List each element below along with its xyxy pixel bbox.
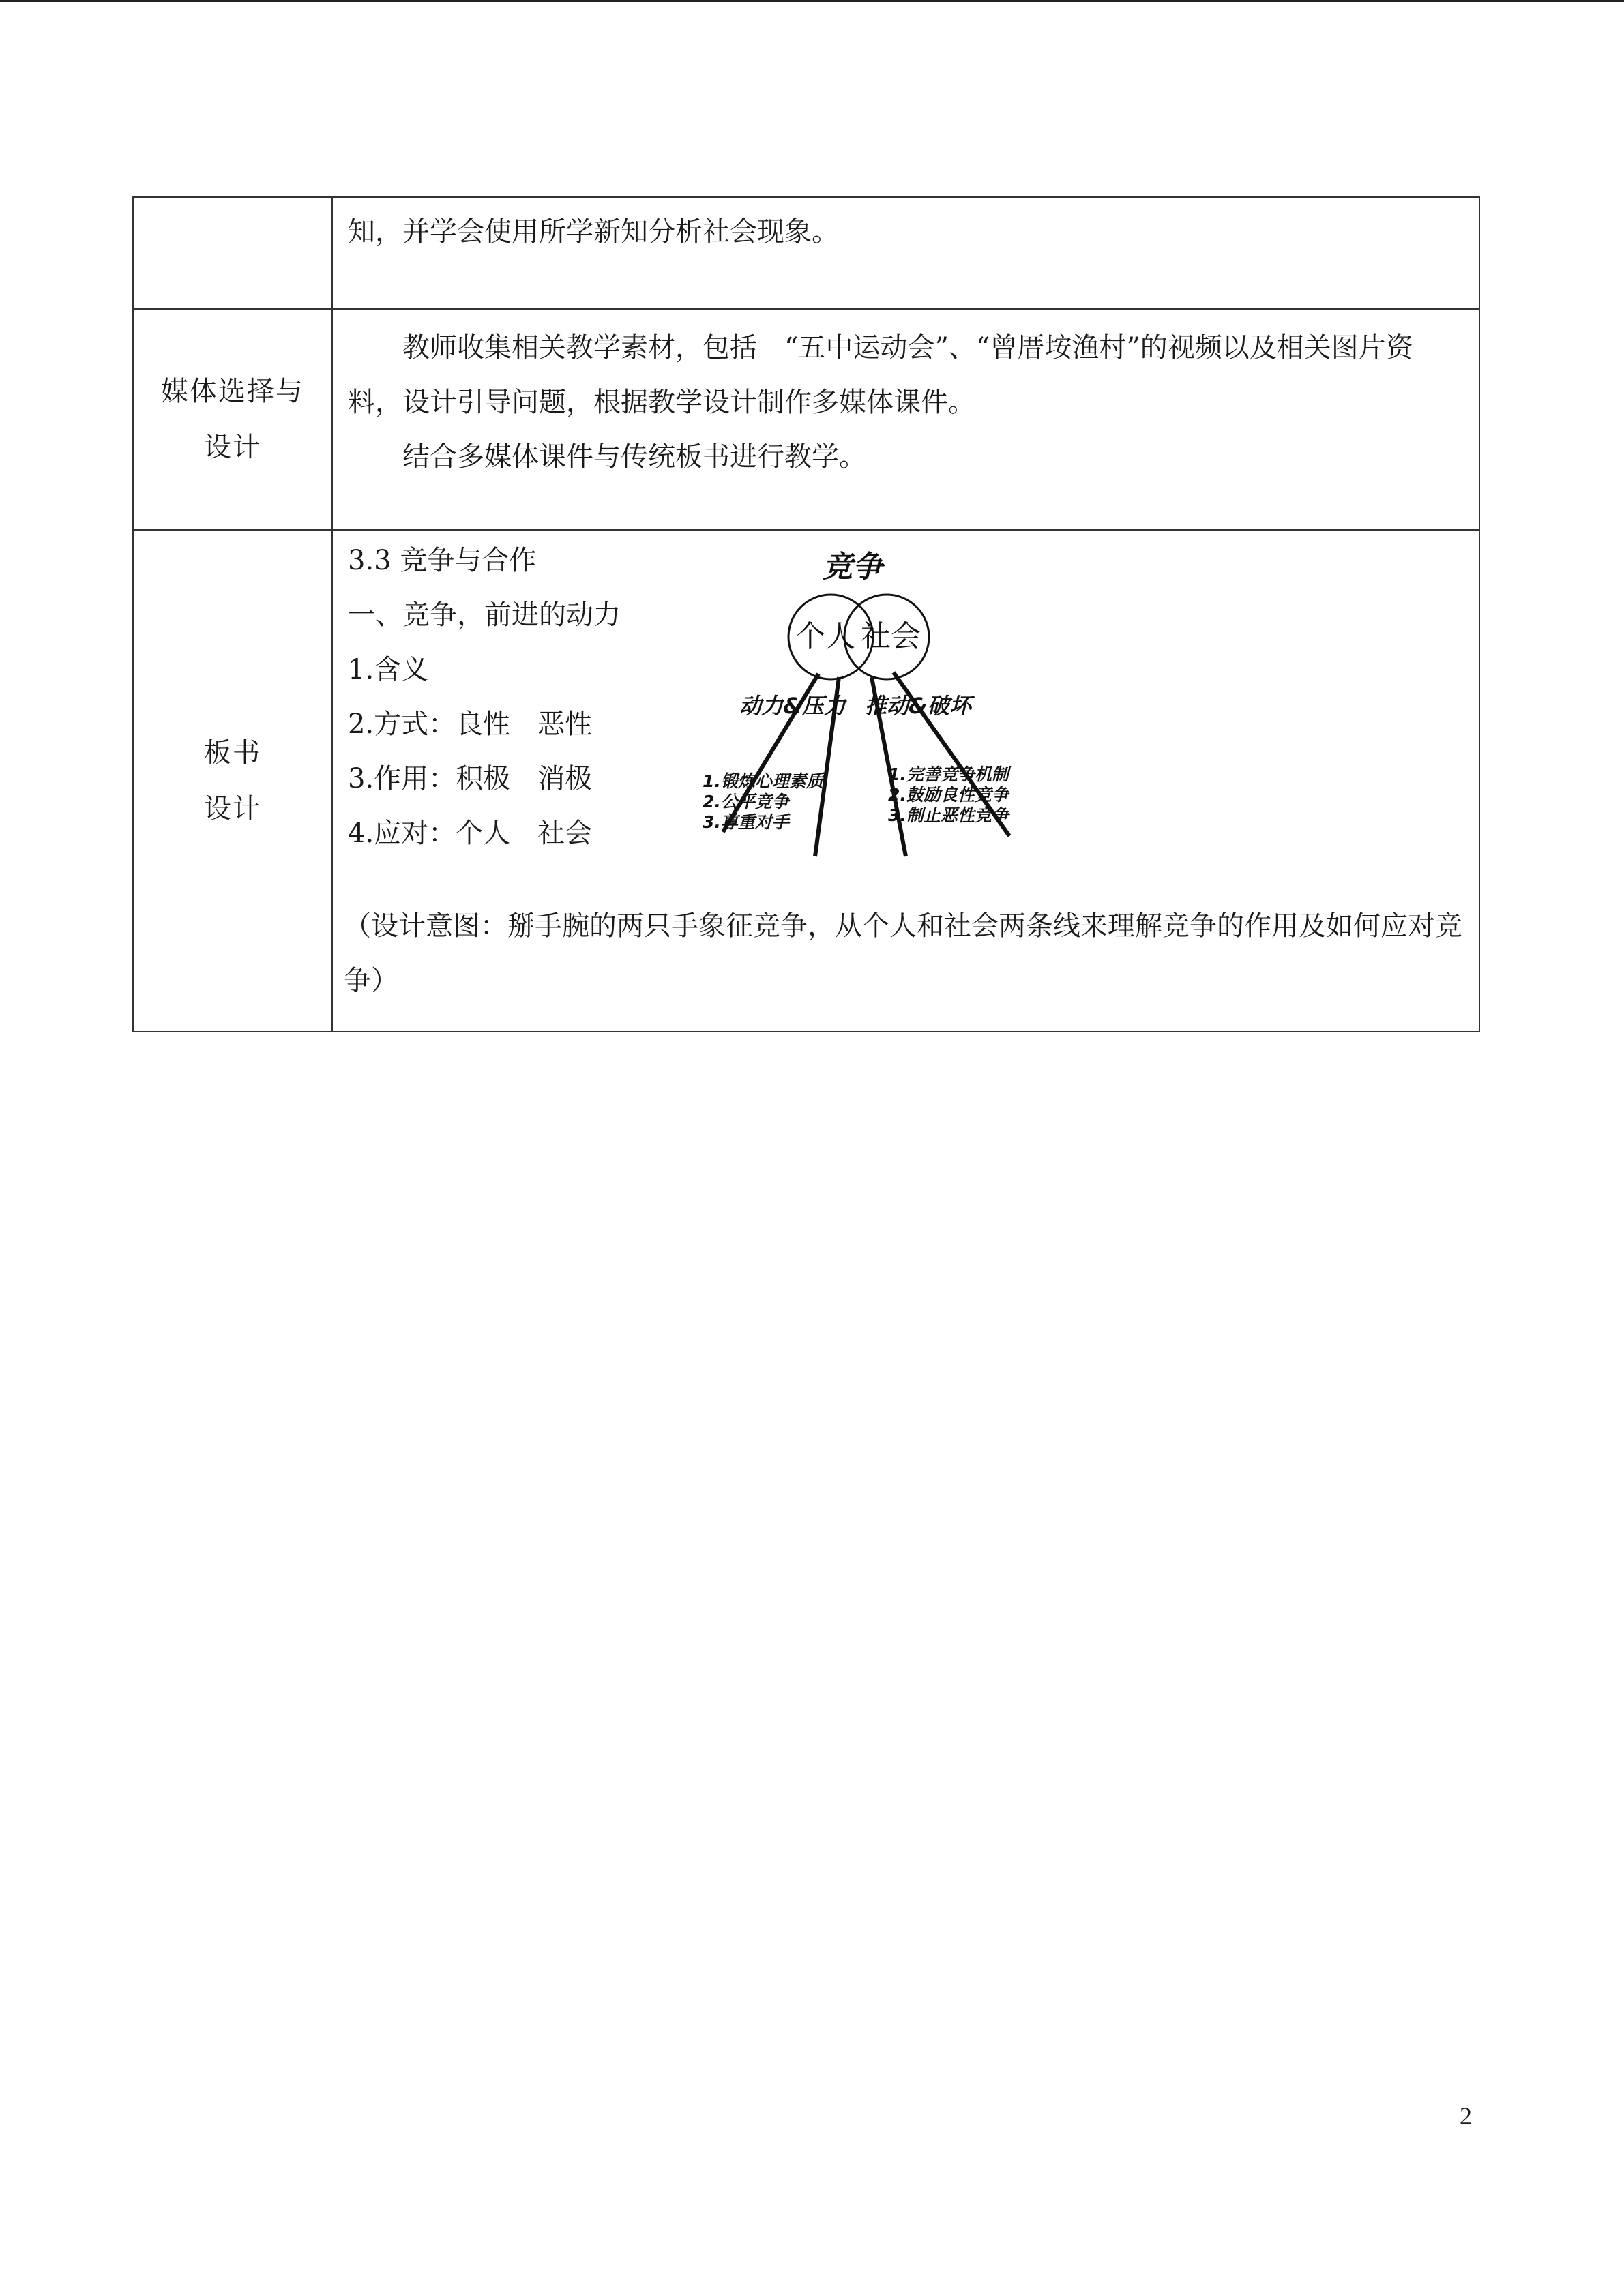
left-point: 3.尊重对手: [703, 812, 789, 832]
right-point: 2.鼓励良性竞争: [888, 785, 1009, 805]
branch-label-left: 动力&压力: [739, 693, 846, 719]
circle-label-individual: 个人: [795, 619, 855, 654]
arm-wrestling-diagram: [689, 537, 1071, 878]
table-row: [133, 197, 1479, 309]
right-point: 1.完善竞争机制: [888, 764, 1009, 784]
left-point: 2.公平竞争: [703, 792, 789, 811]
board-design: [344, 531, 1465, 1031]
left-point: 1.锻炼心理素质: [703, 771, 823, 791]
paragraph: 结合多媒体课件与传统板书进行教学。: [402, 441, 866, 473]
outline-item: 3.3 竞争与合作: [348, 545, 537, 576]
row-content: [332, 309, 1479, 530]
top-border-line: [0, 0, 1624, 2]
branch-label-right: 推动&破坏: [865, 693, 971, 719]
label-line: 设计: [204, 432, 261, 463]
outline-item: 2.方式：良性 恶性: [348, 709, 593, 740]
table-row: [133, 530, 1479, 1032]
label-line: 媒体选择与: [161, 376, 304, 407]
circle-label-society: 社会: [861, 619, 921, 654]
row-content: [332, 530, 1479, 1032]
right-point: 3.制止恶性竞争: [888, 805, 1009, 825]
label-line: 板书: [204, 737, 261, 769]
row-label-board: [133, 530, 332, 1032]
paragraph: 知，并学会使用所学新知分析社会现象。: [348, 216, 839, 248]
board-outline: [348, 531, 703, 861]
row-label-media: [133, 309, 332, 530]
outline-item: 1.含义: [348, 654, 429, 685]
table-row: [133, 309, 1479, 530]
page-number: 2: [1460, 2102, 1472, 2130]
paragraph: 教师收集相关教学素材，包括 “五中运动会”、“曾厝垵渔村”的视频以及相关图片资料，设计引导问题，根据教学设计制作多媒体课件。: [348, 332, 1413, 418]
lesson-plan-table: [132, 196, 1480, 1032]
design-intent-note: （设计意图：掰手腕的两只手象征竞争，从个人和社会两条线来理解竞争的作用及如何应对竞争）: [344, 910, 1462, 996]
outline-item: 一、竞争，前进的动力: [348, 599, 621, 631]
outline-item: 4.应对：个人 社会: [348, 818, 593, 849]
row-label-empty: [133, 197, 332, 309]
label-line: 设计: [204, 793, 261, 824]
outline-item: 3.作用：积极 消极: [348, 763, 593, 794]
diagram-title: 竞争: [823, 550, 883, 584]
row-content: [332, 197, 1479, 309]
